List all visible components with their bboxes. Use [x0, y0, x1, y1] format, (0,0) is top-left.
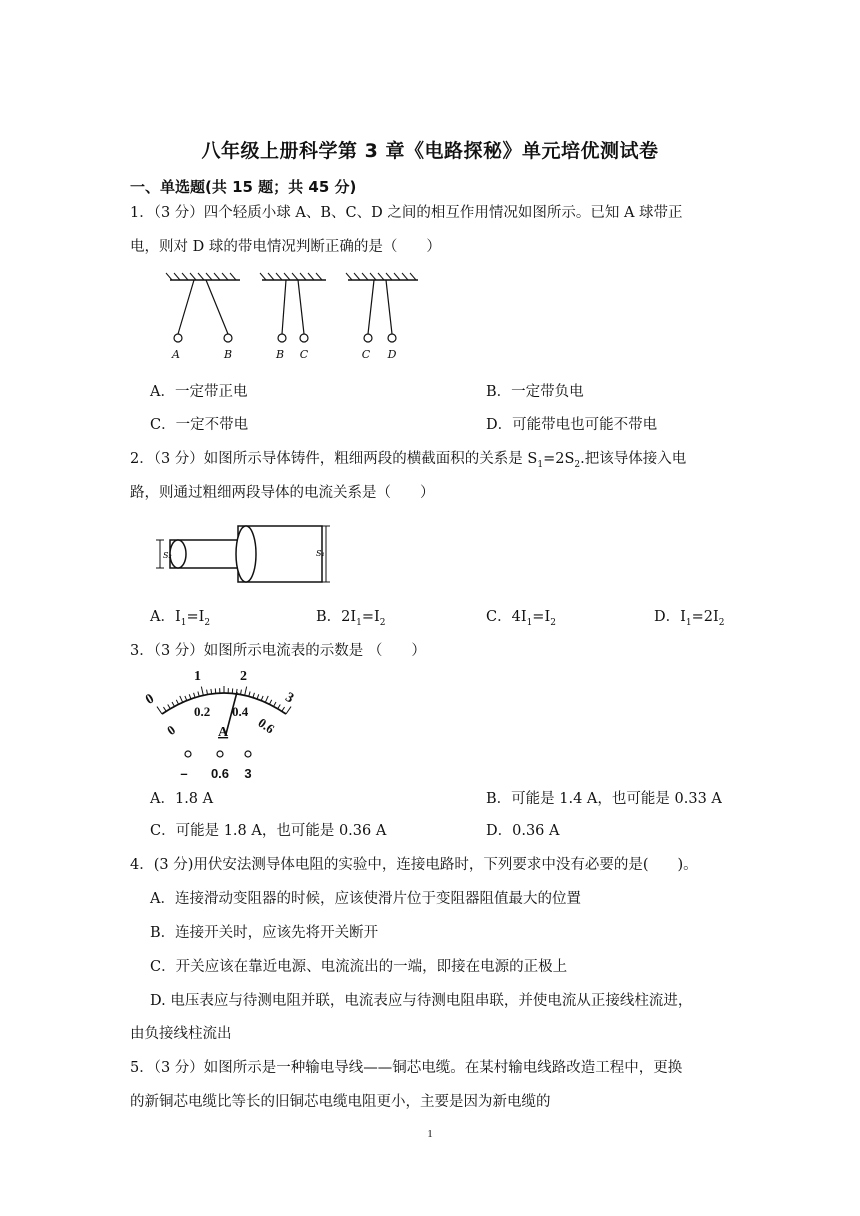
q2-figure	[150, 516, 330, 584]
q2-option-c: C．$4I_1=I_2$	[486, 609, 556, 628]
page-number: 1	[427, 1128, 433, 1140]
q3-option-b: B．可能是 1.4 A，也可能是 0.33 A	[486, 791, 722, 807]
q1-fig-label: C	[361, 348, 371, 361]
q4-option-c: C．开关应该在靠近电源、电流流出的一端，即接在电源的正极上	[150, 959, 568, 975]
q1-stem-line2: 电，则对 D 球的带电情况判断正确的是（ ）	[130, 239, 441, 255]
q4-stem: 4．(3 分)用伏安法测导体电阻的实验中，连接电路时，下列要求中没有必要的是( )。	[130, 857, 698, 873]
meter-tick	[269, 700, 271, 704]
q5-stem-line1: 5．（3 分）如图所示是一种输电导线——铜芯电缆。在某村输电线路改造工程中，更换	[130, 1060, 683, 1076]
meter-tick	[172, 702, 174, 706]
q2-option-a: A．$I_1=I_2$	[150, 609, 211, 628]
q1-fig-label: C	[299, 348, 309, 361]
meter-tick	[163, 707, 166, 711]
meter-terminal-label: –	[180, 766, 188, 781]
meter-bottom-label: 0.6	[255, 714, 278, 737]
meter-top-label: 1	[194, 669, 201, 684]
q2-stem-line2: 路，则通过粗细两段导体的电流关系是（ ）	[130, 485, 435, 501]
meter-bottom-label: 0.2	[194, 704, 211, 719]
q4-option-d-line2: 由负接线柱流出	[130, 1026, 232, 1042]
section-heading: 一、单选题(共 15 题；共 45 分)	[130, 178, 357, 196]
q1-fig-label: B	[223, 348, 233, 361]
q4-option-a: A．连接滑动变阻器的时候，应该使滑片位于变阻器阻值最大的位置	[150, 891, 581, 907]
meter-tick	[168, 704, 171, 708]
q1-fig-label: B	[275, 348, 285, 361]
q4-option-b: B．连接开关时，应该先将开关断开	[150, 925, 379, 941]
q1-option-c: C．一定不带电	[150, 417, 249, 433]
meter-tick	[245, 687, 247, 696]
meter-tick	[286, 707, 291, 714]
q1-stem-line1: 1．（3 分）四个轻质小球 A、B、C、D 之间的相互作用情况如图所示。已知 A 球带正	[130, 205, 683, 221]
meter-tick	[180, 696, 183, 702]
meter-tick	[157, 707, 162, 714]
meter-tick	[261, 696, 263, 701]
meter-tick	[257, 694, 259, 699]
meter-tick	[278, 704, 281, 708]
meter-tick	[274, 702, 276, 706]
q3-option-c: C．可能是 1.8 A，也可能是 0.36 A	[150, 823, 387, 839]
q3-stem: 3．（3 分）如图所示电流表的示数是 （ ）	[130, 643, 426, 659]
meter-tick	[201, 687, 203, 696]
q1-fig-label: D	[387, 348, 397, 361]
meter-tick	[211, 689, 212, 694]
q1-option-b: B．一定带负电	[486, 384, 584, 400]
meter-bottom-label: 0.4	[232, 704, 249, 719]
meter-terminal-label: 3	[244, 766, 252, 781]
meter-tick	[253, 693, 255, 698]
q1-option-d: D．可能带电也可能不带电	[486, 417, 658, 433]
meter-tick	[185, 696, 187, 701]
meter-top-label: 0	[143, 691, 157, 708]
q1-figure	[148, 270, 448, 362]
q4-option-d-line1: D. 电压表应与待测电阻并联，电流表应与待测电阻串联，并使电流从正接线柱流进，	[150, 993, 693, 1009]
q2-fig-label-s2: S₂	[163, 551, 172, 560]
q2-stem-line1: 2．（3 分）如图所示导体铸件，粗细两段的横截面积的关系是 $S_1=2S_2$.把该导体接入电	[130, 451, 687, 470]
q1-option-a: A．一定带正电	[150, 384, 248, 400]
meter-top-label: 2	[240, 669, 247, 684]
meter-tick	[176, 700, 178, 704]
meter-top-label: 3	[282, 689, 297, 707]
meter-tick	[198, 692, 199, 697]
meter-tick	[194, 693, 196, 698]
q1-fig-label: A	[172, 348, 180, 361]
meter-bottom-label: 0	[164, 722, 179, 739]
q2-fig-label-s1: S₁	[316, 549, 325, 558]
q5-stem-line2: 的新铜芯电缆比等长的旧铜芯电缆电阻更小，主要是因为新电缆的	[130, 1094, 551, 1110]
q3-option-a: A．1.8 A	[150, 791, 214, 807]
q2-option-b: B．$2I_1=I_2$	[316, 609, 386, 628]
meter-tick	[282, 707, 285, 711]
meter-tick	[249, 692, 250, 697]
q3-ammeter-figure	[142, 660, 312, 784]
page-title: 八年级上册科学第 3 章《电路探秘》单元培优测试卷	[201, 140, 659, 162]
q3-option-d: D．0.36 A	[486, 823, 560, 839]
q2-option-d: D．$I_1=2I_2$	[654, 609, 725, 628]
meter-unit-label: A	[218, 725, 229, 740]
meter-terminal-label: 0.6	[210, 766, 230, 781]
meter-tick	[265, 696, 268, 702]
meter-tick	[189, 694, 191, 699]
